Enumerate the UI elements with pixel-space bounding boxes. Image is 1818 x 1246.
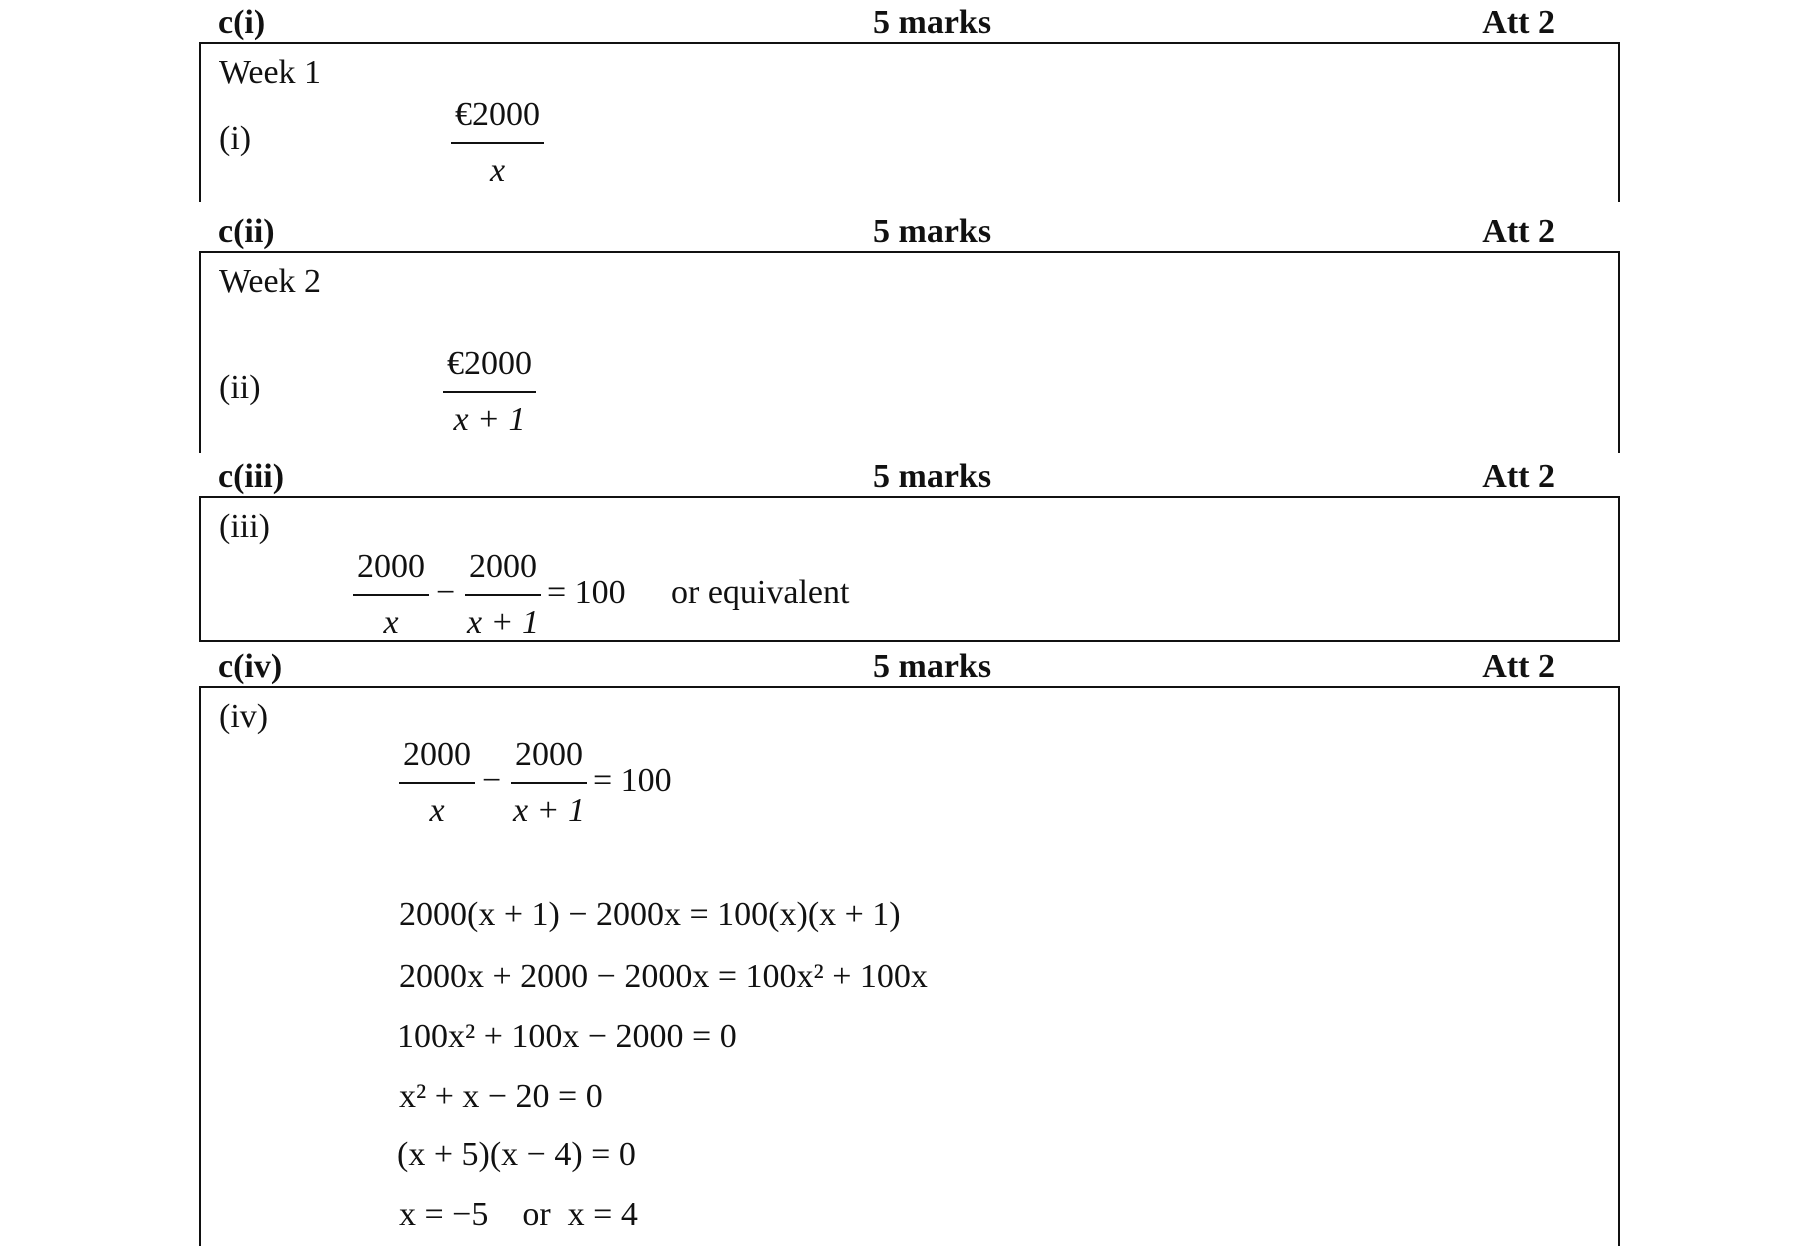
fraction-numerator: 2000 bbox=[403, 736, 471, 773]
fraction-denominator: x + 1 bbox=[466, 604, 540, 641]
section-header-civ bbox=[218, 648, 1590, 688]
fraction-numerator: €2000 bbox=[455, 96, 540, 133]
fraction-denominator: x bbox=[489, 152, 506, 189]
fraction-numerator: 2000 bbox=[515, 736, 583, 773]
attempt-label: Att 2 bbox=[1482, 213, 1555, 250]
attempt-label: Att 2 bbox=[1482, 458, 1555, 495]
fraction bbox=[443, 347, 536, 437]
answer-box-ciii bbox=[199, 496, 1620, 642]
solution-step-4: x² + x − 20 = 0 bbox=[399, 1078, 603, 1115]
attempt-label: Att 2 bbox=[1482, 4, 1555, 41]
week-heading: Week 1 bbox=[219, 54, 322, 91]
week-heading: Week 2 bbox=[219, 263, 322, 300]
section-label: c(i) bbox=[218, 4, 266, 41]
fraction-denominator: x + 1 bbox=[512, 792, 586, 829]
section-header-cii bbox=[218, 213, 1590, 253]
fraction-denominator: x + 1 bbox=[453, 401, 526, 438]
answer-box-ci bbox=[199, 42, 1620, 202]
solution-step-5: (x + 5)(x − 4) = 0 bbox=[397, 1136, 636, 1173]
part-label: (iii) bbox=[219, 508, 270, 545]
minus-sign: − bbox=[482, 762, 502, 799]
fraction-denominator: x bbox=[383, 604, 399, 641]
equation-rhs: = 100 bbox=[593, 762, 672, 799]
minus-sign: − bbox=[436, 574, 456, 611]
section-header-ci bbox=[218, 4, 1590, 44]
section-label: c(iii) bbox=[218, 458, 285, 495]
fraction-numerator: 2000 bbox=[357, 548, 425, 585]
marks-label: 5 marks bbox=[873, 458, 992, 495]
solution-step-1: 2000(x + 1) − 2000x = 100(x)(x + 1) bbox=[399, 896, 901, 933]
marks-label: 5 marks bbox=[873, 648, 992, 685]
part-label: (i) bbox=[219, 120, 252, 157]
attempt-label: Att 2 bbox=[1482, 648, 1555, 685]
fraction-2 bbox=[511, 738, 587, 828]
fraction bbox=[451, 98, 544, 188]
solution-step-2: 2000x + 2000 − 2000x = 100x² + 100x bbox=[399, 958, 928, 995]
fraction-1 bbox=[353, 550, 429, 640]
marks-label: 5 marks bbox=[873, 4, 992, 41]
answer-box-civ bbox=[199, 686, 1620, 1246]
answer-box-cii bbox=[199, 251, 1620, 453]
part-label: (iv) bbox=[219, 698, 269, 735]
fraction-2 bbox=[465, 550, 541, 640]
solution-step-6: x = −5 or x = 4 bbox=[399, 1196, 638, 1233]
solution-step-3: 100x² + 100x − 2000 = 0 bbox=[397, 1018, 737, 1055]
section-label: c(iv) bbox=[218, 648, 283, 685]
fraction-denominator: x bbox=[429, 792, 445, 829]
fraction-numerator: 2000 bbox=[469, 548, 537, 585]
fraction-1 bbox=[399, 738, 475, 828]
equation-rhs: = 100 bbox=[547, 574, 626, 611]
marks-label: 5 marks bbox=[873, 213, 992, 250]
equivalent-note: or equivalent bbox=[671, 574, 850, 611]
fraction-numerator: €2000 bbox=[447, 345, 532, 382]
part-label: (ii) bbox=[219, 369, 261, 406]
section-header-ciii bbox=[218, 458, 1590, 498]
section-label: c(ii) bbox=[218, 213, 275, 250]
